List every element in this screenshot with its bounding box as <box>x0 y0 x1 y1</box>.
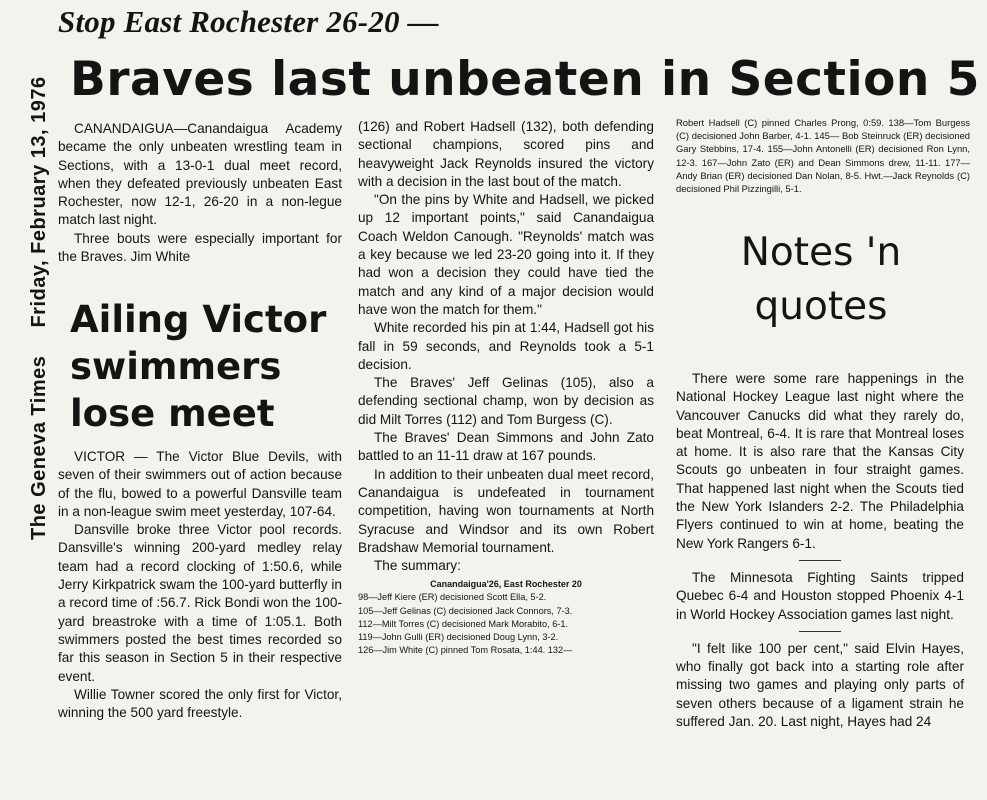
story-paragraph: "On the pins by White and Hadsell, we picked up 12 important points," said Canandaigua Coach Weldon Canough. "Reynolds' match was a key because we led 23-20 going into it. If they had won a decision they could have tied the match and any kind of a major decision would have won the match for them." <box>358 192 654 317</box>
main-headline: Braves last unbeaten in Section 5 <box>70 52 980 107</box>
notes-headline: Notes 'n quotes <box>740 230 902 329</box>
victor-headline: Ailing Victor swimmers lose meet <box>70 298 327 435</box>
publication-name: The Geneva Times <box>28 355 50 540</box>
issue-date: Friday, February 13, 1976 <box>28 76 50 328</box>
story-paragraph: The Braves' Dean Simmons and John Zato battled to an 11-11 draw at 167 pounds. <box>358 430 654 464</box>
story-paragraph: Willie Towner scored the only first for Victor, winning the 500 yard freestyle. <box>58 686 342 721</box>
story-paragraph: CANANDAIGUA—Canandaigua Academy became the only unbeaten wrestling team in Sections, with a 13-0-1 dual meet record, when they defeated previously unbeaten East Rochester, now 12-1, 26-20 in a non-legue match last night. <box>58 121 342 228</box>
story-paragraph: Three bouts were especially important for the Braves. Jim White <box>58 230 342 265</box>
story-paragraph: The Braves' Jeff Gelinas (105), also a defending sectional champ, won by decision as did Milt Torres (112) and Tom Burgess (C). <box>358 375 654 427</box>
wrestling-column-2 <box>358 118 654 657</box>
wrestling-column-1 <box>58 120 342 266</box>
story-paragraph: "I felt like 100 per cent," said Elvin Hayes, who finally got back into a starting role after missing two games and playing only parts of seven others because of a ligament strain he suffered Jan. 20. Last night, Hayes had 24 <box>676 640 964 730</box>
story-paragraph: The Minnesota Fighting Saints tripped Quebec 6-4 and Houston stopped Phoenix 4-1 in World Hockey Association games last night. <box>676 569 964 622</box>
summary-line: 98—Jeff Kiere (ER) decisioned Scott Ella, 5-2. <box>358 592 547 603</box>
summary-line: 119—John Gulli (ER) decisioned Doug Lynn, 3-2. <box>358 632 559 643</box>
summary-continued-text: Robert Hadsell (C) pinned Charles Prong, 0:59. 138—Tom Burgess (C) decisioned John Barber, 4-1. 145— Bob Steinruck (ER) decisioned Gary Stebbins, 17-4. 155—John Antonelli (ER) decisioned Ron Lynn, 12-3. 167—John Zato (ER) and Dean Simmons drew, 11-11. 177—Andy Brian (ER) decisioned Dan Nolan, 8-5. Hwt.—Jack Reynolds (C) decisioned Phil Pizzingilli, 5-1. <box>676 117 970 195</box>
summary-line: 105—Jeff Gelinas (C) decisioned Jack Connors, 7-3. <box>358 605 573 616</box>
summary-line: 126—Jim White (C) pinned Tom Rosata, 1:44. 132— <box>358 645 573 656</box>
summary-continued <box>676 116 970 195</box>
summary-title: The summary: <box>374 558 461 574</box>
story-paragraph: There were some rare happenings in the National Hockey League last night where the Vancouver Canucks did what they rarely do, beat Montreal, 6-4. It is rare that Montreal loses at home. It is also rare that the Kansas City Scouts go unbeaten in four straight games. That happened last night when the Scouts tied the New York Islanders 2-2. The Philadelphia Flyers continued to win at home, beating the New York Rangers 6-1. <box>676 371 964 551</box>
victor-story <box>58 448 342 722</box>
story-paragraph: In addition to their unbeaten dual meet record, Canandaigua is undefeated in tournament competition, having won tournaments at North Syracuse and Windsor and its own Robert Bradshaw Memorial tournament. <box>358 466 654 555</box>
page-sidebar <box>0 0 50 800</box>
divider <box>799 560 841 561</box>
kicker-headline: Stop East Rochester 26-20 — <box>58 4 439 39</box>
summary-heading: Canandaigua'26, East Rochester 20 <box>430 579 582 590</box>
divider <box>799 631 841 632</box>
notes-column <box>676 370 964 731</box>
story-paragraph: (126) and Robert Hadsell (132), both defending sectional champions, scored pins and heavyweight Jack Reynolds insured the victory with a decision in the last bout of the match. <box>358 119 654 189</box>
summary-line: 112—Milt Torres (C) decisioned Mark Morabito, 6-1. <box>358 618 569 629</box>
sidebar-text <box>28 0 51 540</box>
story-paragraph: Dansville broke three Victor pool records. Dansville's winning 200-yard medley relay team had a record clocking of 1:50.6, while Jerry Kirkpatrick swam the 100-yard butterfly in a record time of :56.7. Rick Bondi won the 100-yard breastroke with a time of 1:05.1. Both swimmers posted the best times recorded so far this season in Section 5 in their respective event. <box>58 522 342 684</box>
story-paragraph: White recorded his pin at 1:44, Hadsell got his fall in 59 seconds, and Reynolds took a 5-1 decision. <box>358 320 654 372</box>
story-paragraph: VICTOR — The Victor Blue Devils, with seven of their swimmers out of action because of the flu, bowed to a powerful Dansville team in a non-league swim meet yesterday, 107-64. <box>58 449 342 519</box>
